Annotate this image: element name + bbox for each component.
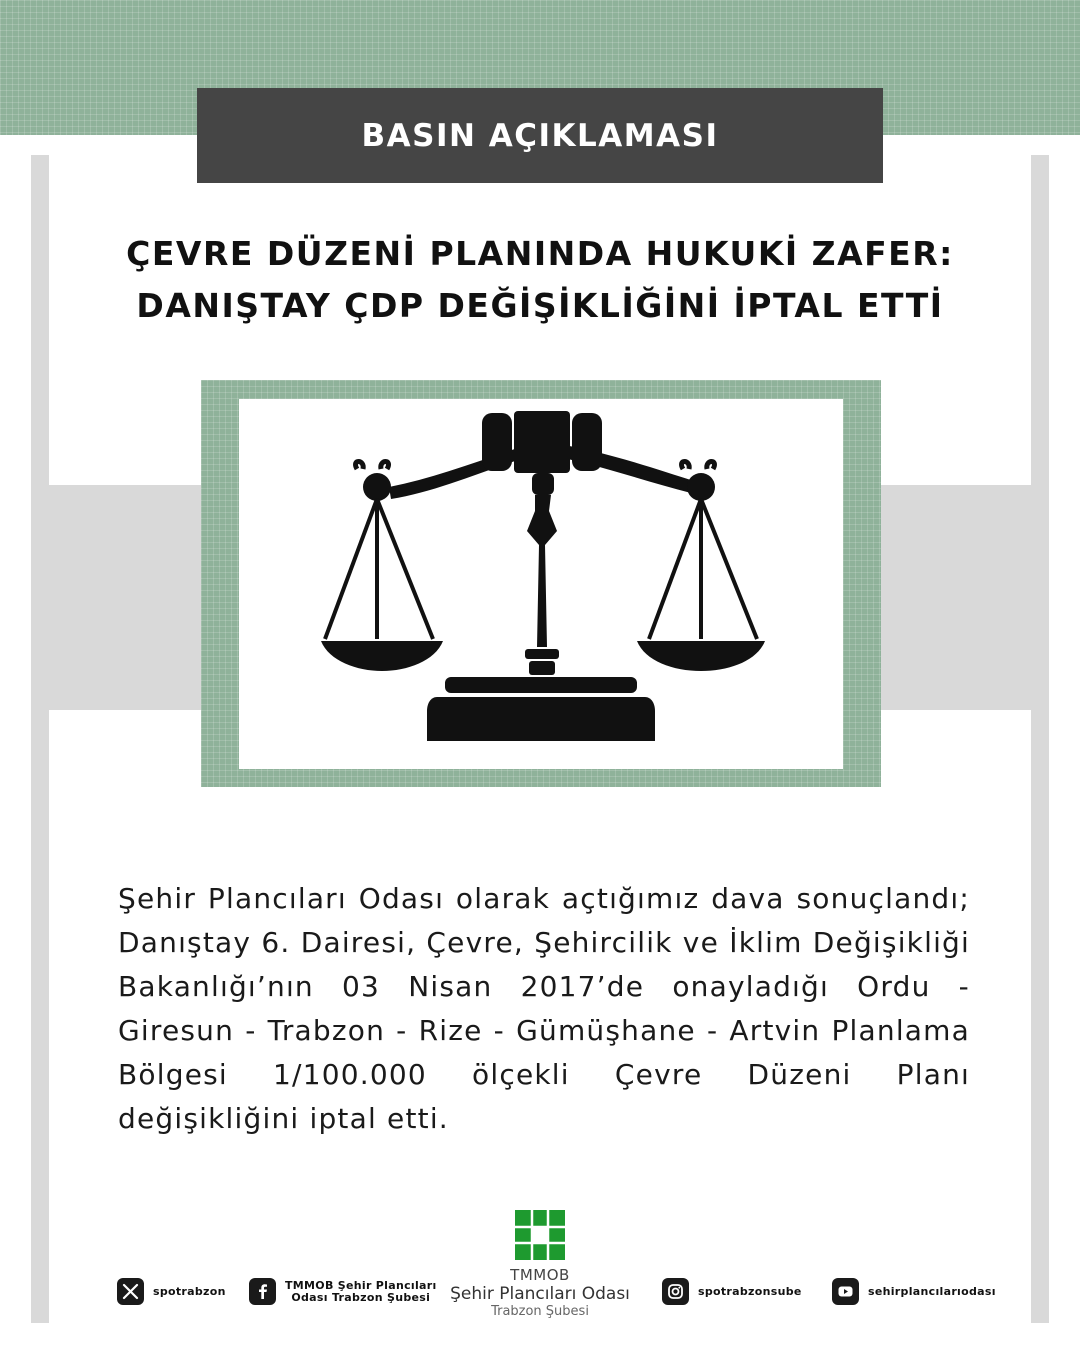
x-handle: spotrabzon (153, 1284, 226, 1298)
press-release-body: Şehir Plancıları Odası olarak açtığımız dava sonuçlandı; Danıştay 6. Dairesi, Çevre, Şehircilik ve İklim Değişikliği Bakanlığı’nın 03 Nisan 2017’de onayladığı Ordu - Giresun - Trabzon - Rize - Gümüşhane - Artvin Planlama Bölgesi 1/100.000 ölçekli Çevre Düzeni Planı değişikliğini iptal etti. (118, 882, 970, 1135)
headline (100, 228, 980, 332)
facebook-icon (249, 1278, 276, 1305)
youtube-link[interactable] (832, 1278, 996, 1305)
instagram-link[interactable] (662, 1278, 802, 1305)
scales-of-justice-gavel-icon (239, 399, 843, 769)
youtube-icon (832, 1278, 859, 1305)
facebook-name-line-2: Odası Trabzon Şubesi (291, 1290, 431, 1304)
x-link[interactable] (117, 1278, 226, 1305)
instagram-icon (662, 1278, 689, 1305)
spo-logo-mark-icon (515, 1210, 565, 1260)
justice-image (239, 399, 843, 769)
press-release-label: BASIN AÇIKLAMASI (361, 117, 719, 154)
youtube-handle: sehirplancılarıodası (868, 1284, 996, 1298)
spo-logo (440, 1210, 640, 1320)
facebook-page-name (285, 1280, 437, 1304)
instagram-handle: spotrabzonsube (698, 1284, 802, 1298)
logo-tmmob: TMMOB (510, 1266, 570, 1284)
logo-branch: Trabzon Şubesi (491, 1304, 589, 1319)
logo-org-name: Şehir Plancıları Odası (450, 1284, 630, 1304)
headline-line-2: DANIŞTAY ÇDP DEĞİŞİKLİĞİNİ İPTAL ETTİ (136, 286, 944, 325)
x-icon (117, 1278, 144, 1305)
headline-line-1: ÇEVRE DÜZENİ PLANINDA HUKUKİ ZAFER: (126, 234, 954, 273)
press-release-banner (197, 88, 883, 183)
facebook-name-line-1: TMMOB Şehir Plancıları (285, 1278, 437, 1292)
facebook-link[interactable] (249, 1278, 437, 1305)
